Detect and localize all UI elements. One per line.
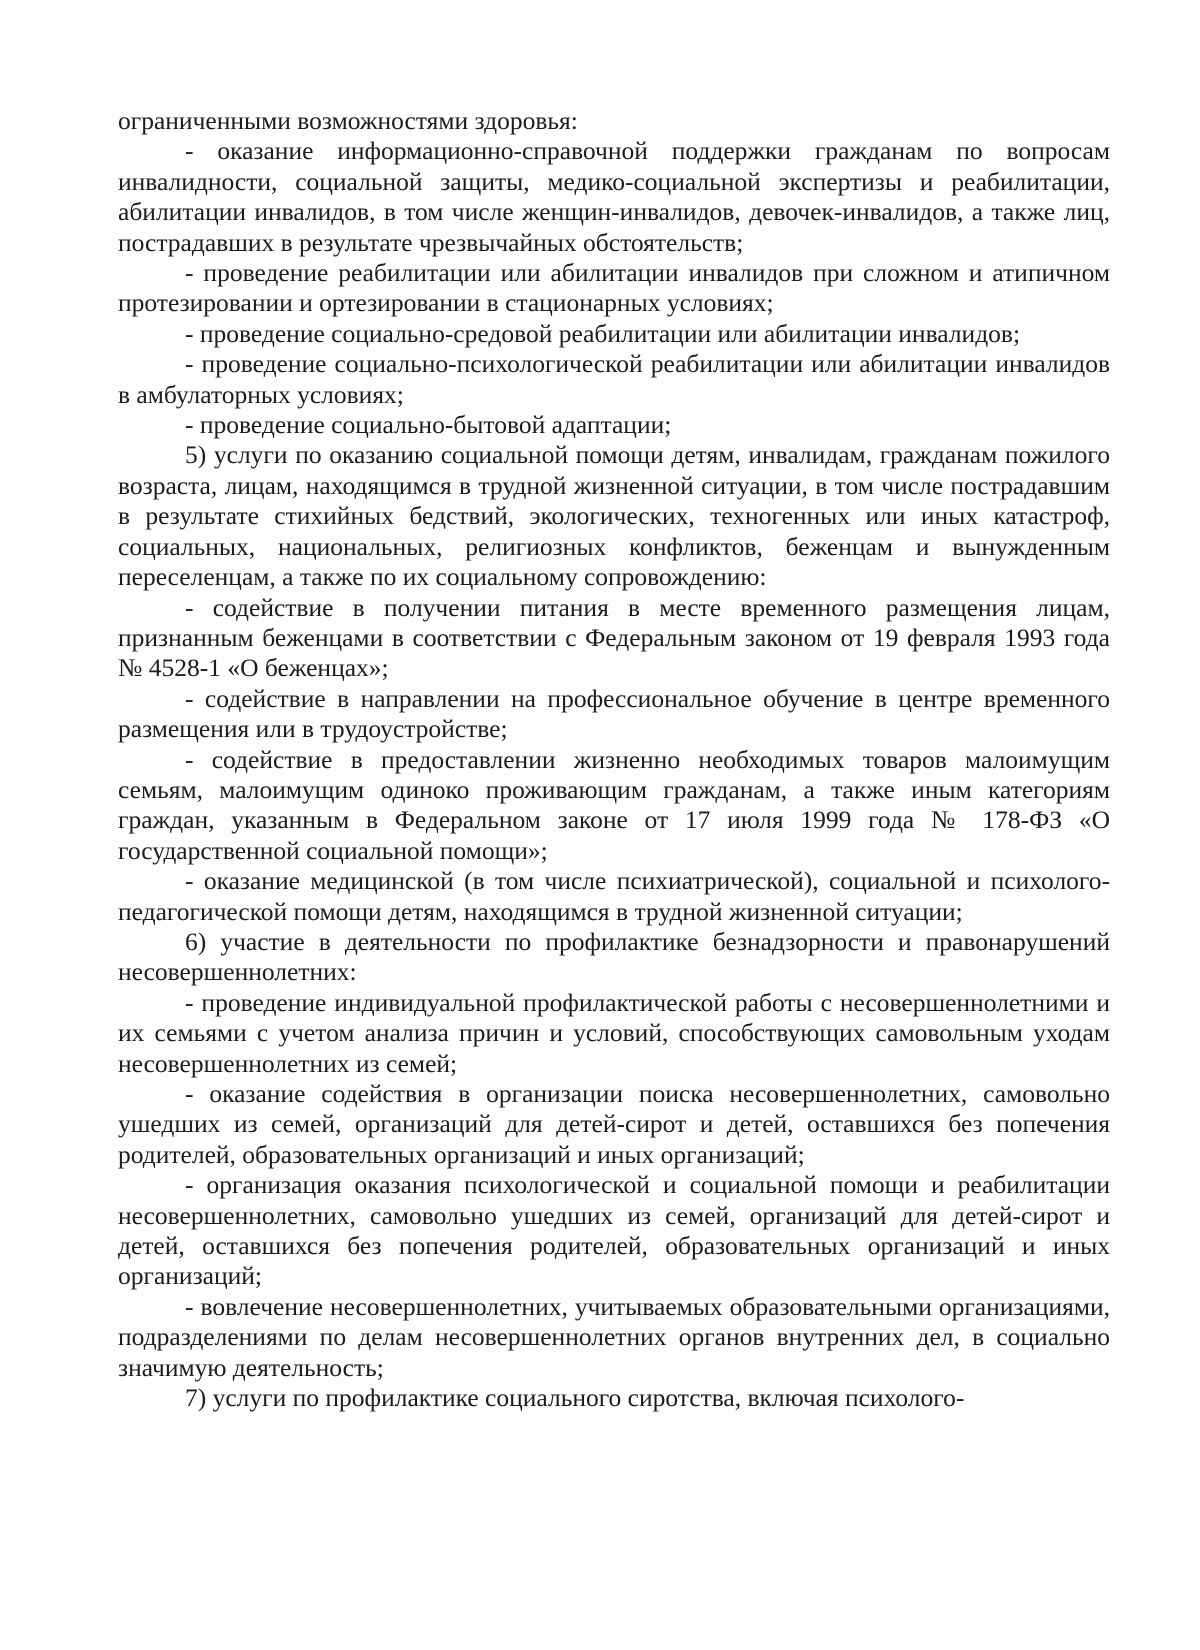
- paragraph-household-adaptation: - проведение социально-бытовой адаптации;: [185, 410, 672, 440]
- paragraph-essential-goods: - содействие в предоставлении жизненно необходимых товаров малоимущим семьям, малоимущим одиноко проживающим гражданам, а также иным категориям граждан, указанным в Федеральном законе от 17 июля 1999 года № 178-ФЗ «О государственной социальной помощи»;: [118, 744, 1110, 865]
- paragraph-individual-prevention: - проведение индивидуальной профилактической работы с несовершеннолетними и их семьями с учетом анализа причин и условий, способствующих самовольным уходам несовершеннолетних из семей;: [118, 987, 1110, 1078]
- paragraph-psychological-rehab: - проведение социально-психологической реабилитации или абилитации инвалидов в амбулаторных условиях;: [118, 349, 1110, 409]
- paragraph-psych-social-help: - организация оказания психологической и социальной помощи и реабилитации несовершеннолетних, самовольно ушедших из семей, организаций для детей-сирот и детей, оставшихся без попечения родителей, образовательных организаций и иных организаций;: [118, 1170, 1110, 1291]
- paragraph-professional-training: - содействие в направлении на профессиональное обучение в центре временного размещения или в трудоустройстве;: [118, 683, 1110, 744]
- paragraph-rehab-prosthetics: - проведение реабилитации или абилитации инвалидов при сложном и атипичном протезировании и ортезировании в стационарных условиях;: [118, 258, 1110, 318]
- paragraph-item-5: 5) услуги по оказанию социальной помощи детям, инвалидам, гражданам пожилого возраста, лицам, находящимся в трудной жизненной ситуации, в том числе пострадавшим в результате стихийных бедствий, экологических, техногенных или иных катастроф, социальных, национальных, религиозных конфликтов, беженцам и вынужденным переселенцам, а также по их социальному сопровождению:: [118, 440, 1110, 592]
- paragraph-item-7: 7) услуги по профилактике социального сиротства, включая психолого-: [185, 1383, 965, 1413]
- paragraph-info-support: - оказание информационно-справочной поддержки гражданам по вопросам инвалидности, социальной защиты, медико-социальной экспертизы и реабилитации, абилитации инвалидов, в том числе женщин-инвалидов, девочек-инвалидов, а также лиц, пострадавших в результате чрезвычайных обстоятельств;: [118, 136, 1110, 257]
- paragraph-search-assistance: - оказание содействия в организации поиска несовершеннолетних, самовольно ушедших из семей, организаций для детей-сирот и детей, оставшихся без попечения родителей, образовательных организаций и иных организаций;: [118, 1079, 1110, 1169]
- paragraph-social-environment-rehab: - проведение социально-средовой реабилитации или абилитации инвалидов;: [185, 318, 1021, 348]
- document-body: [118, 106, 1110, 1413]
- paragraph-item-6: 6) участие в деятельности по профилактике безнадзорности и правонарушений несовершеннолетних:: [118, 926, 1110, 987]
- paragraph-continuation: ограниченными возможностями здоровья:: [118, 106, 578, 135]
- paragraph-social-activity: - вовлечение несовершеннолетних, учитываемых образовательными организациями, подразделениями по делам несовершеннолетних органов внутренних дел, в социально значимую деятельность;: [118, 1291, 1110, 1382]
- paragraph-refugee-food: - содействие в получении питания в месте временного размещения лицам, признанным беженцами в соответствии с Федеральным законом от 19 февраля 1993 года № 4528-1 «О беженцах»;: [118, 592, 1110, 683]
- paragraph-medical-help-children: - оказание медицинской (в том числе психиатрической), социальной и психолого-педагогической помощи детям, находящимся в трудной жизненной ситуации;: [118, 866, 1110, 926]
